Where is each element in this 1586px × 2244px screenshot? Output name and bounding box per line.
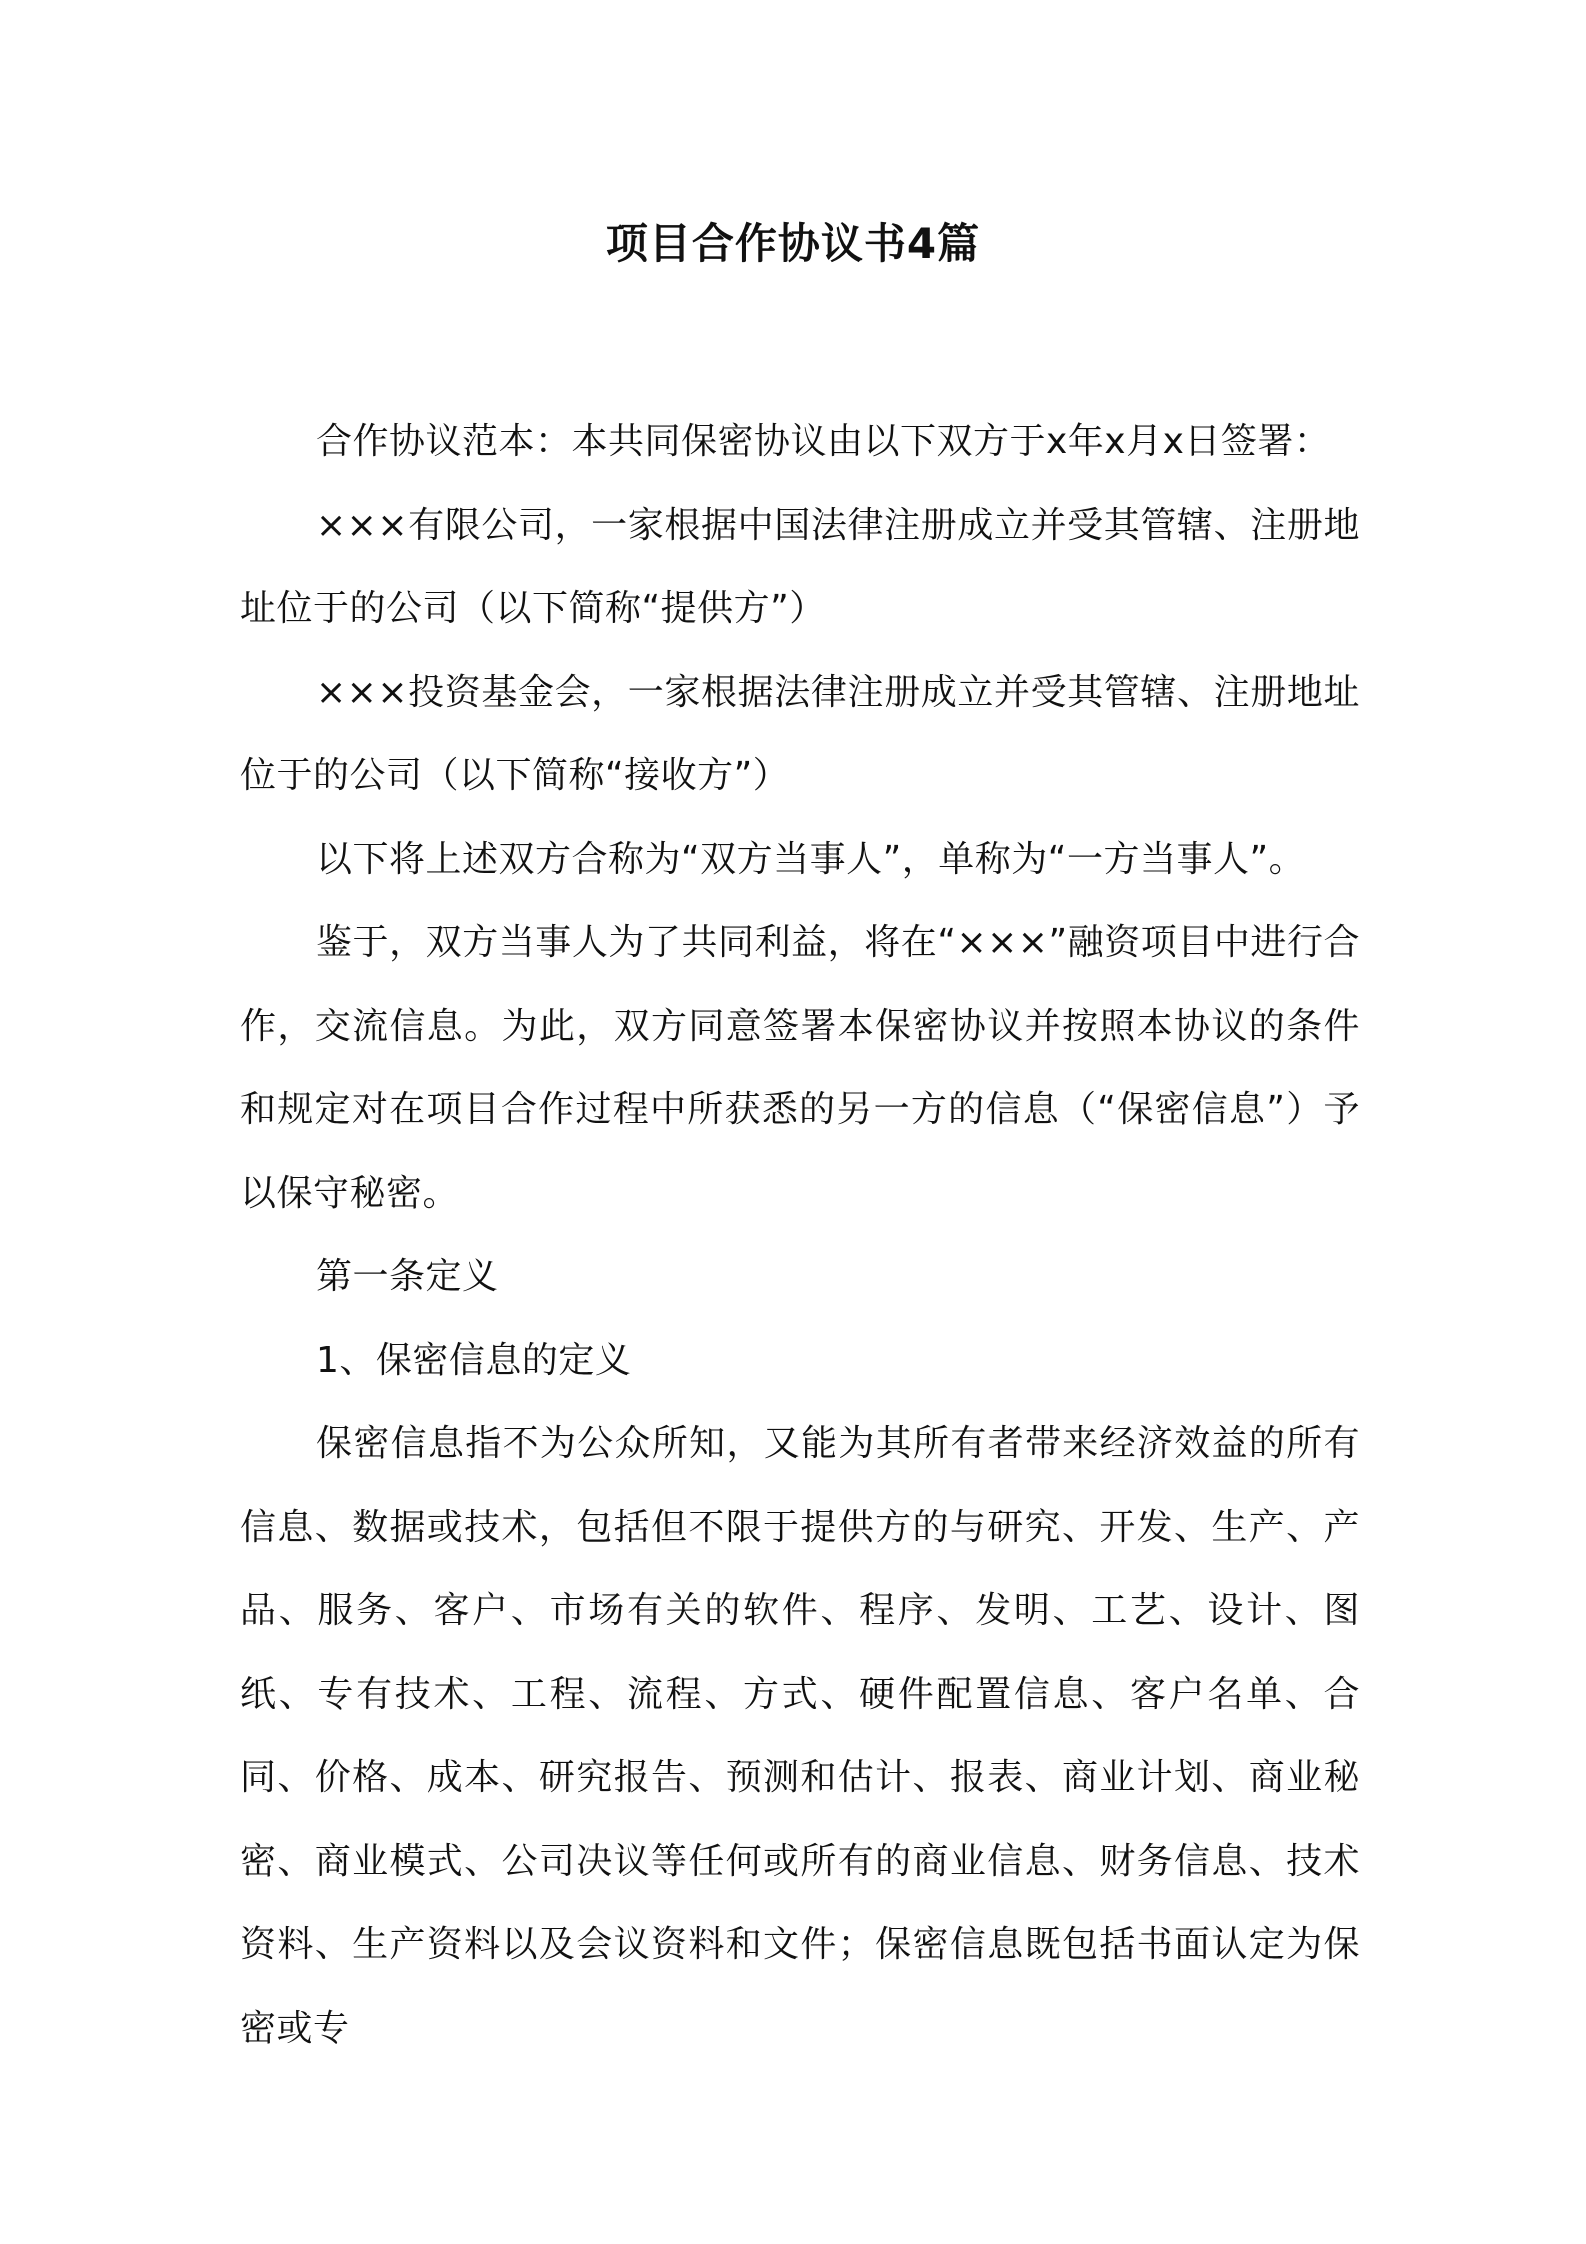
paragraph-definition: 保密信息指不为公众所知，又能为其所有者带来经济效益的所有信息、数据或技术，包括但不限于提供方的与研究、开发、生产、产品、服务、客户、市场有关的软件、程序、发明、工艺、设计、图纸、专有技术、工程、流程、方式、硬件配置信息、客户名单、合同、价格、成本、研究报告、预测和估计、报表、商业计划、商业秘密、商业模式、公司决议等任何或所有的商业信息、财务信息、技术资料、生产资料以及会议资料和文件；保密信息既包括书面认定为保密或专 <box>240 1423 1360 2049</box>
article-heading: 第一条定义 <box>316 1256 499 1297</box>
paragraph-parties: 以下将上述双方合称为“双方当事人”，单称为“一方当事人”。 <box>316 838 1306 880</box>
paragraph-recipient: ×××投资基金会，一家根据法律注册成立并受其管辖、注册地址位于的公司（以下简称“接收方”） <box>240 671 1360 796</box>
document-title: 项目合作协议书4篇 <box>605 219 981 268</box>
paragraph-preamble: 合作协议范本：本共同保密协议由以下双方于x年x月x日签署： <box>316 421 1331 462</box>
section-heading: 1、保密信息的定义 <box>316 1339 632 1381</box>
paragraph-provider: ×××有限公司，一家根据中国法律注册成立并受其管辖、注册地址位于的公司（以下简称“提供方”） <box>240 504 1360 629</box>
document-body <box>240 400 1360 2070</box>
paragraph-whereas: 鉴于，双方当事人为了共同利益，将在“×××”融资项目中进行合作，交流信息。为此，双方同意签署本保密协议并按照本协议的条件和规定对在项目合作过程中所获悉的另一方的信息（“保密信息”）予以保守秘密。 <box>240 922 1360 1214</box>
